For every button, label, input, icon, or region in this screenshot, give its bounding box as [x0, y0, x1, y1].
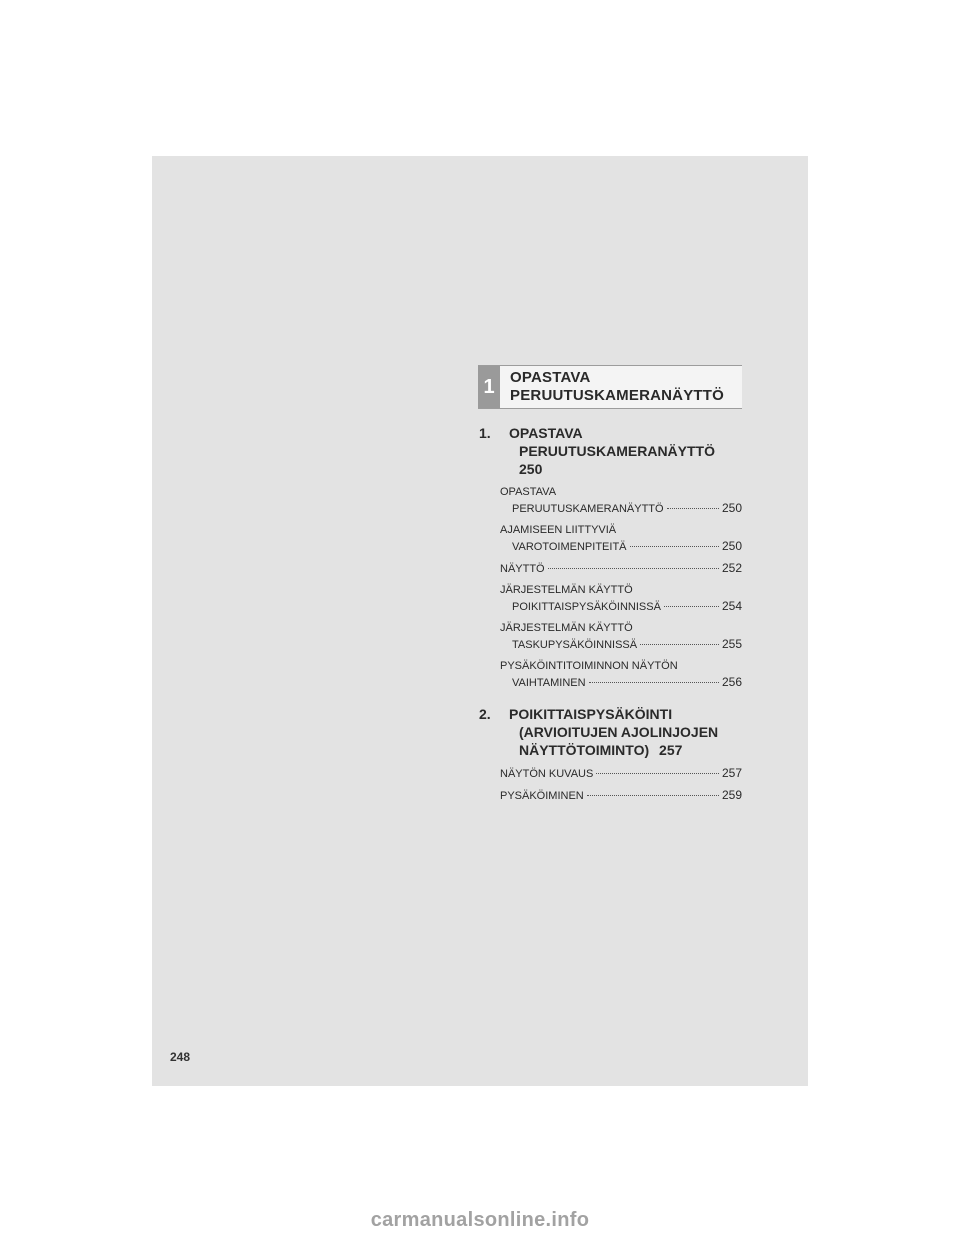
section-title: OPASTAVA PERUUTUSKAMERANÄYTTÖ [510, 369, 724, 404]
section-number: 1 [478, 366, 500, 408]
watermark-url[interactable]: carmanualsonline.info [370, 1209, 590, 1231]
toc-item[interactable]: NÄYTTÖ 252 [500, 561, 742, 575]
chapter-page: 257 [659, 742, 683, 758]
toc-item[interactable]: AJAMISEEN LIITTYVIÄ VAROTOIMENPITEITÄ 250 [500, 524, 742, 553]
toc-chapter-1-items [479, 484, 742, 691]
dot-leader [664, 606, 719, 607]
toc-item[interactable]: PYSÄKÖIMINEN 259 [500, 788, 742, 802]
toc-item[interactable]: OPASTAVA PERUUTUSKAMERANÄYTTÖ 250 [500, 486, 742, 515]
section-header [478, 365, 742, 409]
chapter-number: 2. [479, 706, 491, 722]
dot-leader [640, 644, 719, 645]
chapter-title-line1: POIKITTAISPYSÄKÖINTI [509, 706, 673, 722]
toc-item[interactable]: JÄRJESTELMÄN KÄYTTÖ TASKUPYSÄKÖINNISSÄ 255 [500, 622, 742, 651]
chapter-title-line2: (ARVIOITUJEN AJOLINJOJEN [519, 724, 719, 740]
dot-leader [667, 508, 719, 509]
toc-chapter-2[interactable] [479, 705, 742, 759]
chapter-title-line3: NÄYTTÖTOIMINTO) [519, 742, 650, 758]
toc-chapter-2-items [479, 765, 742, 804]
toc-item[interactable]: NÄYTÖN KUVAUS 257 [500, 766, 742, 780]
page-number: 248 [170, 1050, 191, 1064]
toc-item[interactable]: JÄRJESTELMÄN KÄYTTÖ POIKITTAISPYSÄKÖINNISSÄ 254 [500, 584, 742, 613]
dot-leader [596, 773, 719, 774]
chapter-title-line1: OPASTAVA [509, 425, 583, 441]
chapter-number: 1. [479, 425, 491, 441]
chapter-title-line2: PERUUTUSKAMERANÄYTTÖ [519, 443, 715, 459]
toc-item[interactable]: PYSÄKÖINTITOIMINNON NÄYTÖN VAIHTAMINEN 256 [500, 660, 742, 689]
dot-leader [589, 682, 719, 683]
table-of-contents [479, 424, 742, 809]
chapter-page: 250 [519, 461, 543, 477]
dot-leader [548, 568, 719, 569]
toc-chapter-1[interactable] [479, 424, 742, 478]
dot-leader [630, 546, 719, 547]
dot-leader [587, 795, 719, 796]
